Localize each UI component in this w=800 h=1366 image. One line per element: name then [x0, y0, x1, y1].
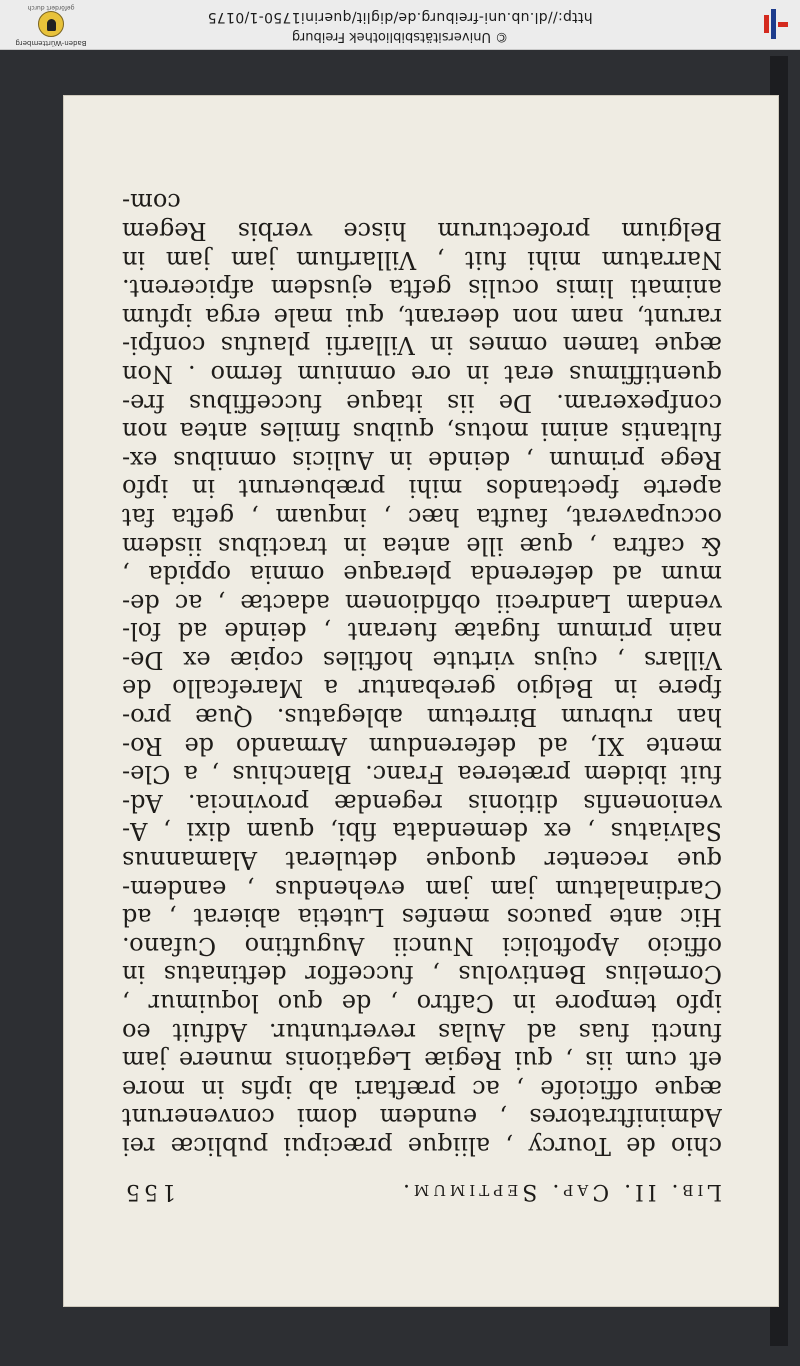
running-title: Lib. II. Cap. Septimum.: [398, 1179, 722, 1204]
text-line: Salviatus , ex demendata fibi, quam dixi , A-: [122, 817, 722, 846]
text-line: venionenfis ditionis regendæ provincia. Ad-: [122, 788, 722, 817]
text-line: fultantis animi motus, quibus fimiles antea non: [122, 417, 722, 446]
text-line: Rege primum , deinde in Aulicis omnibus ex-: [122, 445, 722, 474]
copyright-notice: © Universitätsbibliothek Freiburg: [291, 29, 509, 44]
running-head: [122, 1170, 722, 1206]
text-line: æque tamen omnes in Villarfii plaufus confpi-: [122, 331, 722, 360]
text-line: Adminiftratores , eundem domi convenerunt: [122, 1103, 722, 1132]
sponsor-badge[interactable]: [6, 1, 96, 47]
text-line: nain primum fugatæ fuerant , deinde ad fol-: [122, 617, 722, 646]
text-line: functi fuas ad Aulas revertuntur. Adfuit eo: [122, 1017, 722, 1046]
text-line: æque officiofe , ac præftari ab ipfis in more: [122, 1074, 722, 1103]
text-line: occupaverat, faufta hæc , inquam , gefta fat: [122, 502, 722, 531]
permalink-url[interactable]: http://dl.ub.uni-freiburg.de/diglit/querini1750-1/0175: [207, 9, 593, 25]
text-line: fpere in Belgio gerebantur a Marefcallo de: [122, 674, 722, 703]
text-line: quentiffimus erat in ore omnium fermo . Non: [122, 359, 722, 388]
text-line: han rubrum Birretum ablegatus. Quæ pro-: [122, 703, 722, 732]
text-line: Cornelius Bentivolus , fucceffor deftinatus in: [122, 960, 722, 989]
text-line: Villars , cujus virtute hoftiles copiæ ex De-: [122, 645, 722, 674]
text-line: eft cum iis , qui Regiæ Legationis munere jam: [122, 1046, 722, 1075]
text-line: animati limis oculis gefta ejusdem afpicerent.: [122, 274, 722, 303]
text-line: & caftra , quæ ille antea in tractibus iisdem: [122, 531, 722, 560]
text-line: vendam Landrecii obfidionem adactæ , ac de-: [122, 588, 722, 617]
text-line: Hic ante paucos menfes Lutetia abierat , ad: [122, 903, 722, 932]
page-content: [122, 188, 722, 1206]
sponsor-bottom-label: gefördert durch: [27, 4, 75, 11]
university-logo-icon[interactable]: [756, 7, 790, 41]
text-line: chio de Tourcy , aliique præcipui publicæ rei: [122, 1132, 722, 1160]
text-line: officio Apoftolici Nuncii Auguftino Cufano.: [122, 931, 722, 960]
text-line: Cardinalatum jam jam evehendus , eandem-: [122, 874, 722, 903]
text-line: ipfo tempore in Caftro , de quo loquimur ,: [122, 989, 722, 1018]
text-line: confpexeram. De iis itaque fucceffibus fre-: [122, 388, 722, 417]
text-line: mente XI, ad deferendum Armando de Ro-: [122, 731, 722, 760]
text-line: Belgium profecturum hisce verbis Regem: [122, 217, 722, 245]
text-line: fuit ibidem præterea Franc. Blanchius , a Cle-: [122, 760, 722, 789]
text-line: com-: [122, 188, 181, 217]
text-line: Narratum mihi fuit , Villarfium jam jam in: [122, 245, 722, 274]
text-line: mum ad deferenda pleraque omnia oppida ,: [122, 560, 722, 589]
text-line: rarunt, nam non deerant, qui male erga ipfum: [122, 302, 722, 331]
sponsor-top-label: Baden-Württemberg: [15, 39, 87, 47]
text-body: [122, 188, 722, 1160]
page-number: 155: [122, 1179, 176, 1204]
text-line: aperte fpectandos mihi præbuerunt in ipfo: [122, 474, 722, 503]
state-seal-icon: [38, 11, 64, 37]
text-line: que recenter quoque detulerat Alamannus: [122, 846, 722, 875]
scanned-page: [64, 96, 778, 1306]
viewer-header: [0, 0, 800, 50]
